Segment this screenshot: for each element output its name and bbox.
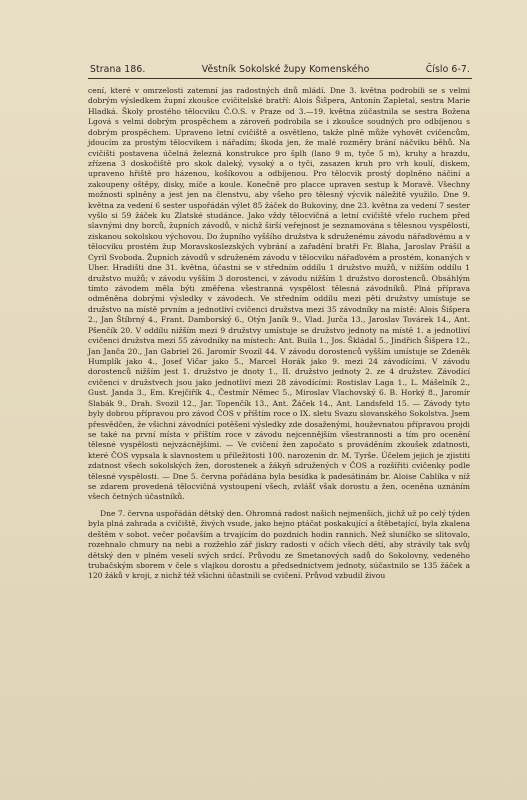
journal-title: Věstník Sokolské župy Komenského: [201, 64, 370, 75]
header-divider: [88, 78, 472, 79]
page-number: Strana 186.: [90, 64, 146, 75]
paragraph: Dne 7. června uspořádán dětský den. Ohromná radost našich nejmenších, jichž už po celý týden byla plná zahrada a cvičiště, živých vsude, jako hejno ptáčat poskakující a štěbetající, byla zkalena deštěm v sobot. večer počavším a trvajícím do pozdních hodin rannich. Než sluníčko se slitovalo, rozehnalo chmury na nebi a rozžehlo zář jiskry radosti v očích všech dětí, aby strávily tak svůj dětský den v plném veselí svých srdcí. Průvodu ze Smetanových sadů do Sokolovny, vedeného trubačským sborem v čele s vlajkou dorostu a předsednictvem jednoty, súčastnilo se 135 žáček a 120 žáků v kroji, z nichž též všichni účastnili se cvičení. Průvod vzbudil živou: [88, 508, 470, 581]
running-header: [90, 64, 470, 78]
article-body: [88, 86, 470, 582]
issue-number: Číslo 6-7.: [425, 64, 470, 75]
paragraph: cení, které v omrzelosti zatemní jas radostných dnů mládí. Dne 3. května podrobili se s velmi dobrým výsledkem župní zkoušce cvičitelské bratří: Alois Šišpera, Antonín Zapletal, sestra Marie Hladká. Školy prostého tělocviku Č.O.S. v Praze od 3.—19. května zúčastnila se sestra Božena Lgová s velmi dobrým prospěchem a zároveň podrobila se i zkoušce soudných pro odbíjenou s dobrým prospěchem. Upraveno letní cvičiště a osvětleno, takže plně může vyhovět cvičencům, jdoucím za prostým tělocvikem i nářadím; škoda jen, že malé rozměry brání náčviku běhů. Na cvičišti postavena účelná železná konstrukce pro šplh (lano 9 m, tyče 5 m), kruhy a hrazdu, zřízena 3 doskočiště pro skok daleký, vysoký a o tyči, zasazen kruh pro vrh koulí, diskem, upraveno hřiště pro házenou, košíkovou a odbíjenou. Pro tělocvik prostý doplněno náčiní a zakoupeny oštěpy, disky, míče a koule. Konečně pro placce upraven sestup k Moravě. Všechny možnosti splněny a jest jen na členstvu, aby všeho pro tělesný výcvik náležitě využilo. Dne 9. května za vedení 6 sester uspořádán výlet 85 žáček do Bukoviny, dne 23. května za vedení 7 sester vyšlo si 59 žáček ku Zlatské studánce. Jako vždy tělocvičná a letní cvičiště vřelo ruchem před slavnými dny borců, župních závodů, v nichž širší veřejnost je seznamována s tělesnou vyspělostí, ziskanou sokolskou výchovou. Do župního vyššího družstva k sdruženému závodu nářaďovému a v tělocviku prostém žup Moravskoslezských vybrání a zařadění bratři Fr. Blaha, Jaroslav Prášil a Cyril Svoboda. Župních závodů v sdruženém závodu v tělocviku nářaďovém a prostém, konaných v Uher. Hradišti dne 31. května, účastni se v středním oddílu 1 družstvo mužů, v nižším oddílu 1 družstvo mužů; v závodu vyšším 3 dorostenci, v závodu nižším 1 družstvo dorostenců. Obsáhlým tímto závodem měla býti změřena všestranná vyspělost tělesná závodníků. Plná příprava odměněna dobrými výsledky v závodech. Ve středním oddílu mezi pěti družstvy umístuje se družstvo na místě prvním a jednotliví cvičenci družstva mezi 35 závodníky na místě: Alois Šišpera 2., Jan Štíbrný 4., Frant. Damborský 6., Otýn Janík 9., Vlad. Jurča 13., Jaroslav Továrek 14., Ant. Pšenčík 20. V oddílu nižším mezi 9 družstvy umístuje se družstvo jednoty na místě 1. a jednotliví cvičenci družstva mezi 55 závodníky na místech: Ant. Buila 1., Jos. Škládal 5., Jindřich Šišpera 12., Jan Janča 20., Jan Gabriel 26. Jaromír Svozil 44. V závodu dorostenců vyšším umístuje se Zdeněk Humplík jako 4., Josef Vičar jako 5., Marcel Horák jako 9. mezi 24 závodícími. V závodu dorostenců nižším jest 1. družstvo je dnoty 1., II. družstvo jednoty 2. ze 4 družstev. Závodící cvičenci v družstvech jsou jako jednotliví mezi 28 závodícími: Rostislav Laga 1., L. Mášelník 2., Gust. Janda 3., Em. Krejčiřík 4., Čestmír Němec 5., Miroslav Vlachovský 6. B. Horký 8., Jaromír Slabák 9., Drah. Svozil 12., Jar. Topenčík 13., Ant. Žáček 14., Ant. Landsfeld 15. — Závody tyto byly dobrou přípravou pro závod ČOS v příštím roce o IX. sletu Svazu slovanského Sokolstva. Jsem přesvědčen, že všichni závodníci potěšeni výsledky zde dosaženými, houževnatou přípravou projdi se také na první místa v příštím roce v závodu nejcennějším všestrannosti a tím pro ocenění tělesné vyspělosti nejvzácnějšími. — Ve cvičení žen započato s prováděním zkoušek zdatnosti, které ČOS vypsala k slavnostem u příležitosti 100. narozenin dr. M. Tyrše. Účelem jejich je zjistiti zdatnost všech sokolských žen, dorostenek a žákyň sdružených v ČOS a rozšířiti cvičenky podle tělesné vyspělosti. — Dne 5. června pořádána byla besídka k padesátinám br. Aloise Cablíka v níž se zdarem provedená tělocvičná vystoupení všech, zvlášť však dorostu a žen, oceněna uznáním všech četných účastníků.: [88, 86, 470, 502]
